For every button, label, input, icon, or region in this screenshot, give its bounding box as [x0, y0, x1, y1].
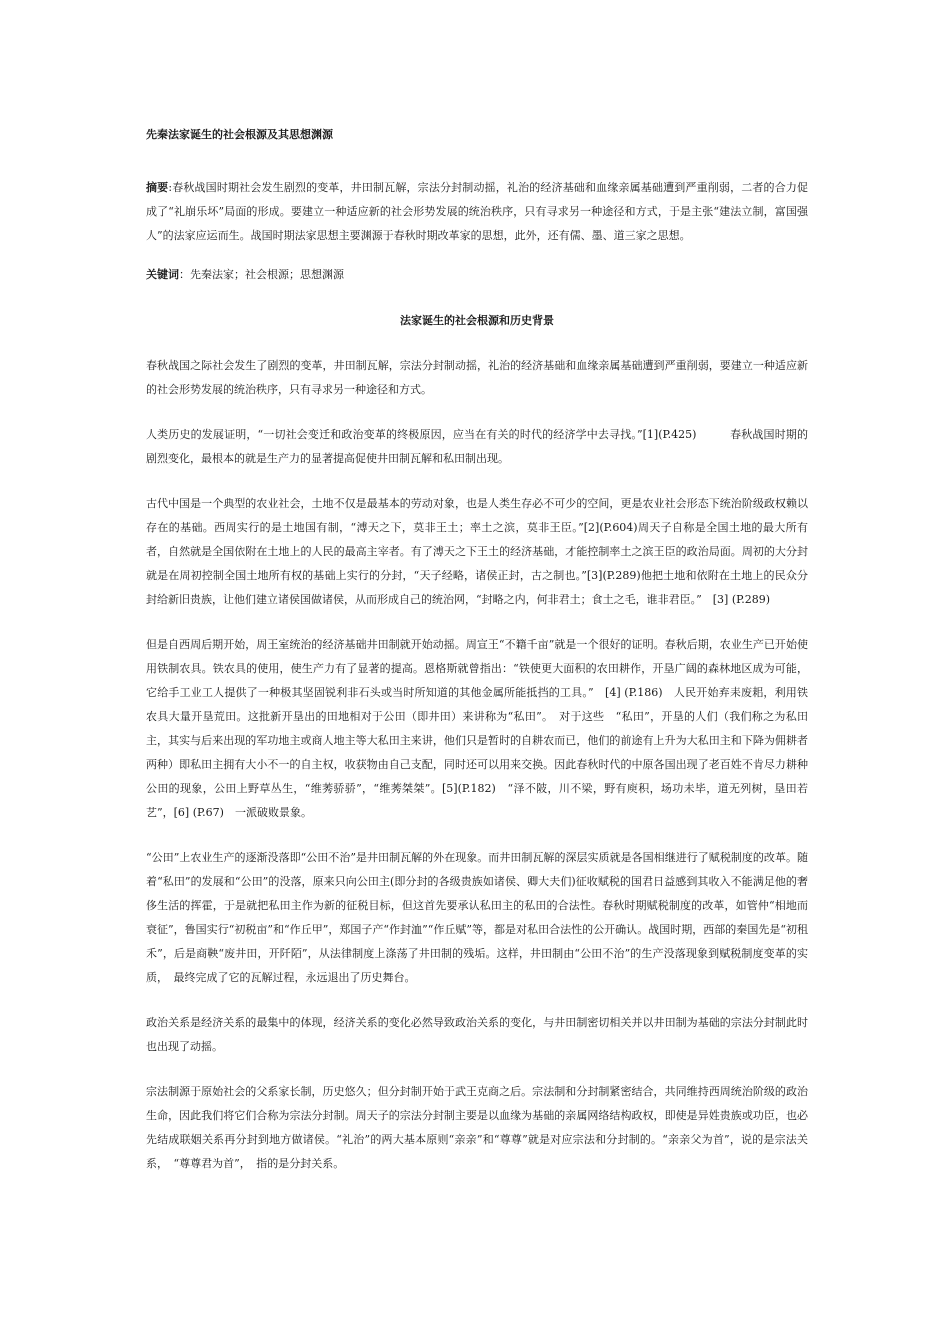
body-paragraph: 宗法制源于原始社会的父系家长制，历史悠久；但分封制开始于武王克商之后。宗法制和分封制紧密结合，共同维持西周统治阶级的政治生命，因此我们将它们合称为宗法分封制。周天子的宗法分封制主要是以血缘为基础的亲属网络结构政权，即使是异姓贵族或功臣，也必先结成联姻关系再分封到地方做诸侯。“礼治”的两大基本原则“亲亲”和“尊尊”就是对应宗法和分封制的。“亲亲父为首”，说的是宗法关系， “尊尊君为首”， 指的是分封关系。 [146, 1085, 808, 1170]
keywords-label: 关键词 [146, 268, 179, 281]
abstract [146, 176, 808, 248]
document-page [146, 126, 808, 1197]
body-paragraph: 人类历史的发展证明，“一切社会变迁和政治变革的终极原因，应当在有关的时代的经济学中去寻找。”[1](P.425) 春秋战国时期的剧烈变化，最根本的就是生产力的显著提高促使井田制瓦解和私田制出现。 [146, 428, 808, 465]
body-paragraph: 政治关系是经济关系的最集中的体现，经济关系的变化必然导致政治关系的变化，与井田制密切相关并以井田制为基础的宗法分封制此时也出现了动摇。 [146, 1016, 808, 1053]
body-paragraph: 古代中国是一个典型的农业社会，土地不仅是最基本的劳动对象，也是人类生存必不可少的空间，更是农业社会形态下统治阶级政权赖以存在的基础。西周实行的是土地国有制，“溥天之下，莫非王土；率土之滨，莫非王臣。”[2](P.604)周天子自称是全国土地的最大所有者，自然就是全国依附在土地上的人民的最高主宰者。有了溥天之下王土的经济基础，才能控制率土之滨王臣的政治局面。周初的大分封就是在周初控制全国土地所有权的基础上实行的分封，“天子经略，诸侯正封，古之制也。”[3](P.289)他把土地和依附在土地上的民众分封给新旧贵族，让他们建立诸侯国做诸侯，从而形成自己的统治网，“封略之内，何非君土；食土之毛，谁非君臣。” [3] (P.289) [146, 497, 808, 606]
body-paragraph: “公田”上农业生产的逐渐没落即“公田不治”是井田制瓦解的外在现象。而井田制瓦解的深层实质就是各国相继进行了赋税制度的改革。随着“私田”的发展和“公田”的没落，原来只向公田主(即分封的各级贵族如诸侯、卿大夫们)征收赋税的国君日益感到其收入不能满足他的奢侈生活的挥霍，于是就把私田主作为新的征税目标，但这首先要承认私田主的私田的合法性。春秋时期赋税制度的改革，如管仲“相地而衰征”，鲁国实行“初税亩”和“作丘甲”，郑国子产“作封洫”“作丘赋”等，都是对私田合法性的公开确认。战国时期，西部的秦国先是“初租禾”，后是商鞅“废井田，开阡陌”，从法律制度上涤荡了井田制的残垢。这样，井田制由“公田不治”的生产没落现象到赋税制度变革的实质， 最终完成了它的瓦解过程，永远退出了历史舞台。 [146, 851, 808, 984]
body-paragraph: 但是自西周后期开始，周王室统治的经济基础井田制就开始动摇。周宣王“不籍千亩”就是一个很好的证明。春秋后期，农业生产已开始使用铁制农具。铁农具的使用，使生产力有了显著的提高。恩格斯就曾指出：“铁使更大面积的农田耕作，开垦广阔的森林地区成为可能，它给手工业工人提供了一种极其坚固锐利非石头或当时所知道的其他金属所能抵挡的工具。” [4] (P.186) 人民开始弃耒废耜，利用铁农具大量开垦荒田。这批新开垦出的田地相对于公田（即井田）来讲称为“私田”。 对于这些 “私田”，开垦的人们（我们称之为私田主，其实与后来出现的军功地主或商人地主等大私田主来讲，他们只是暂时的自耕农而已，他们的前途有上升为大私田主和下降为佣耕者两种）即私田主拥有大小不一的自主权，收获物由自己支配，同时还可以用来交换。因此春秋时代的中原各国出现了老百姓不肯尽力耕种公田的现象，公田上野草丛生，“维莠骄骄”，“维莠桀桀”。[5](P.182) “泽不陂，川不梁，野有庾积，场功未毕，道无列树，垦田若艺”，[6] (P.67) 一派破败景象。 [146, 638, 808, 819]
keywords-text: ：先秦法家；社会根源；思想渊源 [179, 268, 344, 281]
keywords [146, 266, 808, 284]
abstract-text: :春秋战国时期社会发生剧烈的变革，井田制瓦解，宗法分封制动摇，礼治的经济基础和血缘亲属基础遭到严重削弱，二者的合力促成了“礼崩乐坏”局面的形成。要建立一种适应新的社会形势发展的统治秩序，只有寻求另一种途径和方式，于是主张“建法立制，富国强人”的法家应运而生。战国时期法家思想主要渊源于春秋时期改革家的思想，此外，还有儒、墨、道三家之思想。 [146, 181, 809, 242]
document-title: 先秦法家诞生的社会根源及其思想渊源 [146, 128, 333, 141]
abstract-label: 摘要 [146, 181, 169, 194]
body-paragraph: 春秋战国之际社会发生了剧烈的变革，井田制瓦解，宗法分封制动摇，礼治的经济基础和血缘亲属基础遭到严重削弱，要建立一种适应新的社会形势发展的统治秩序，只有寻求另一种途径和方式。 [146, 359, 808, 396]
section-heading: 法家诞生的社会根源和历史背景 [400, 314, 554, 327]
